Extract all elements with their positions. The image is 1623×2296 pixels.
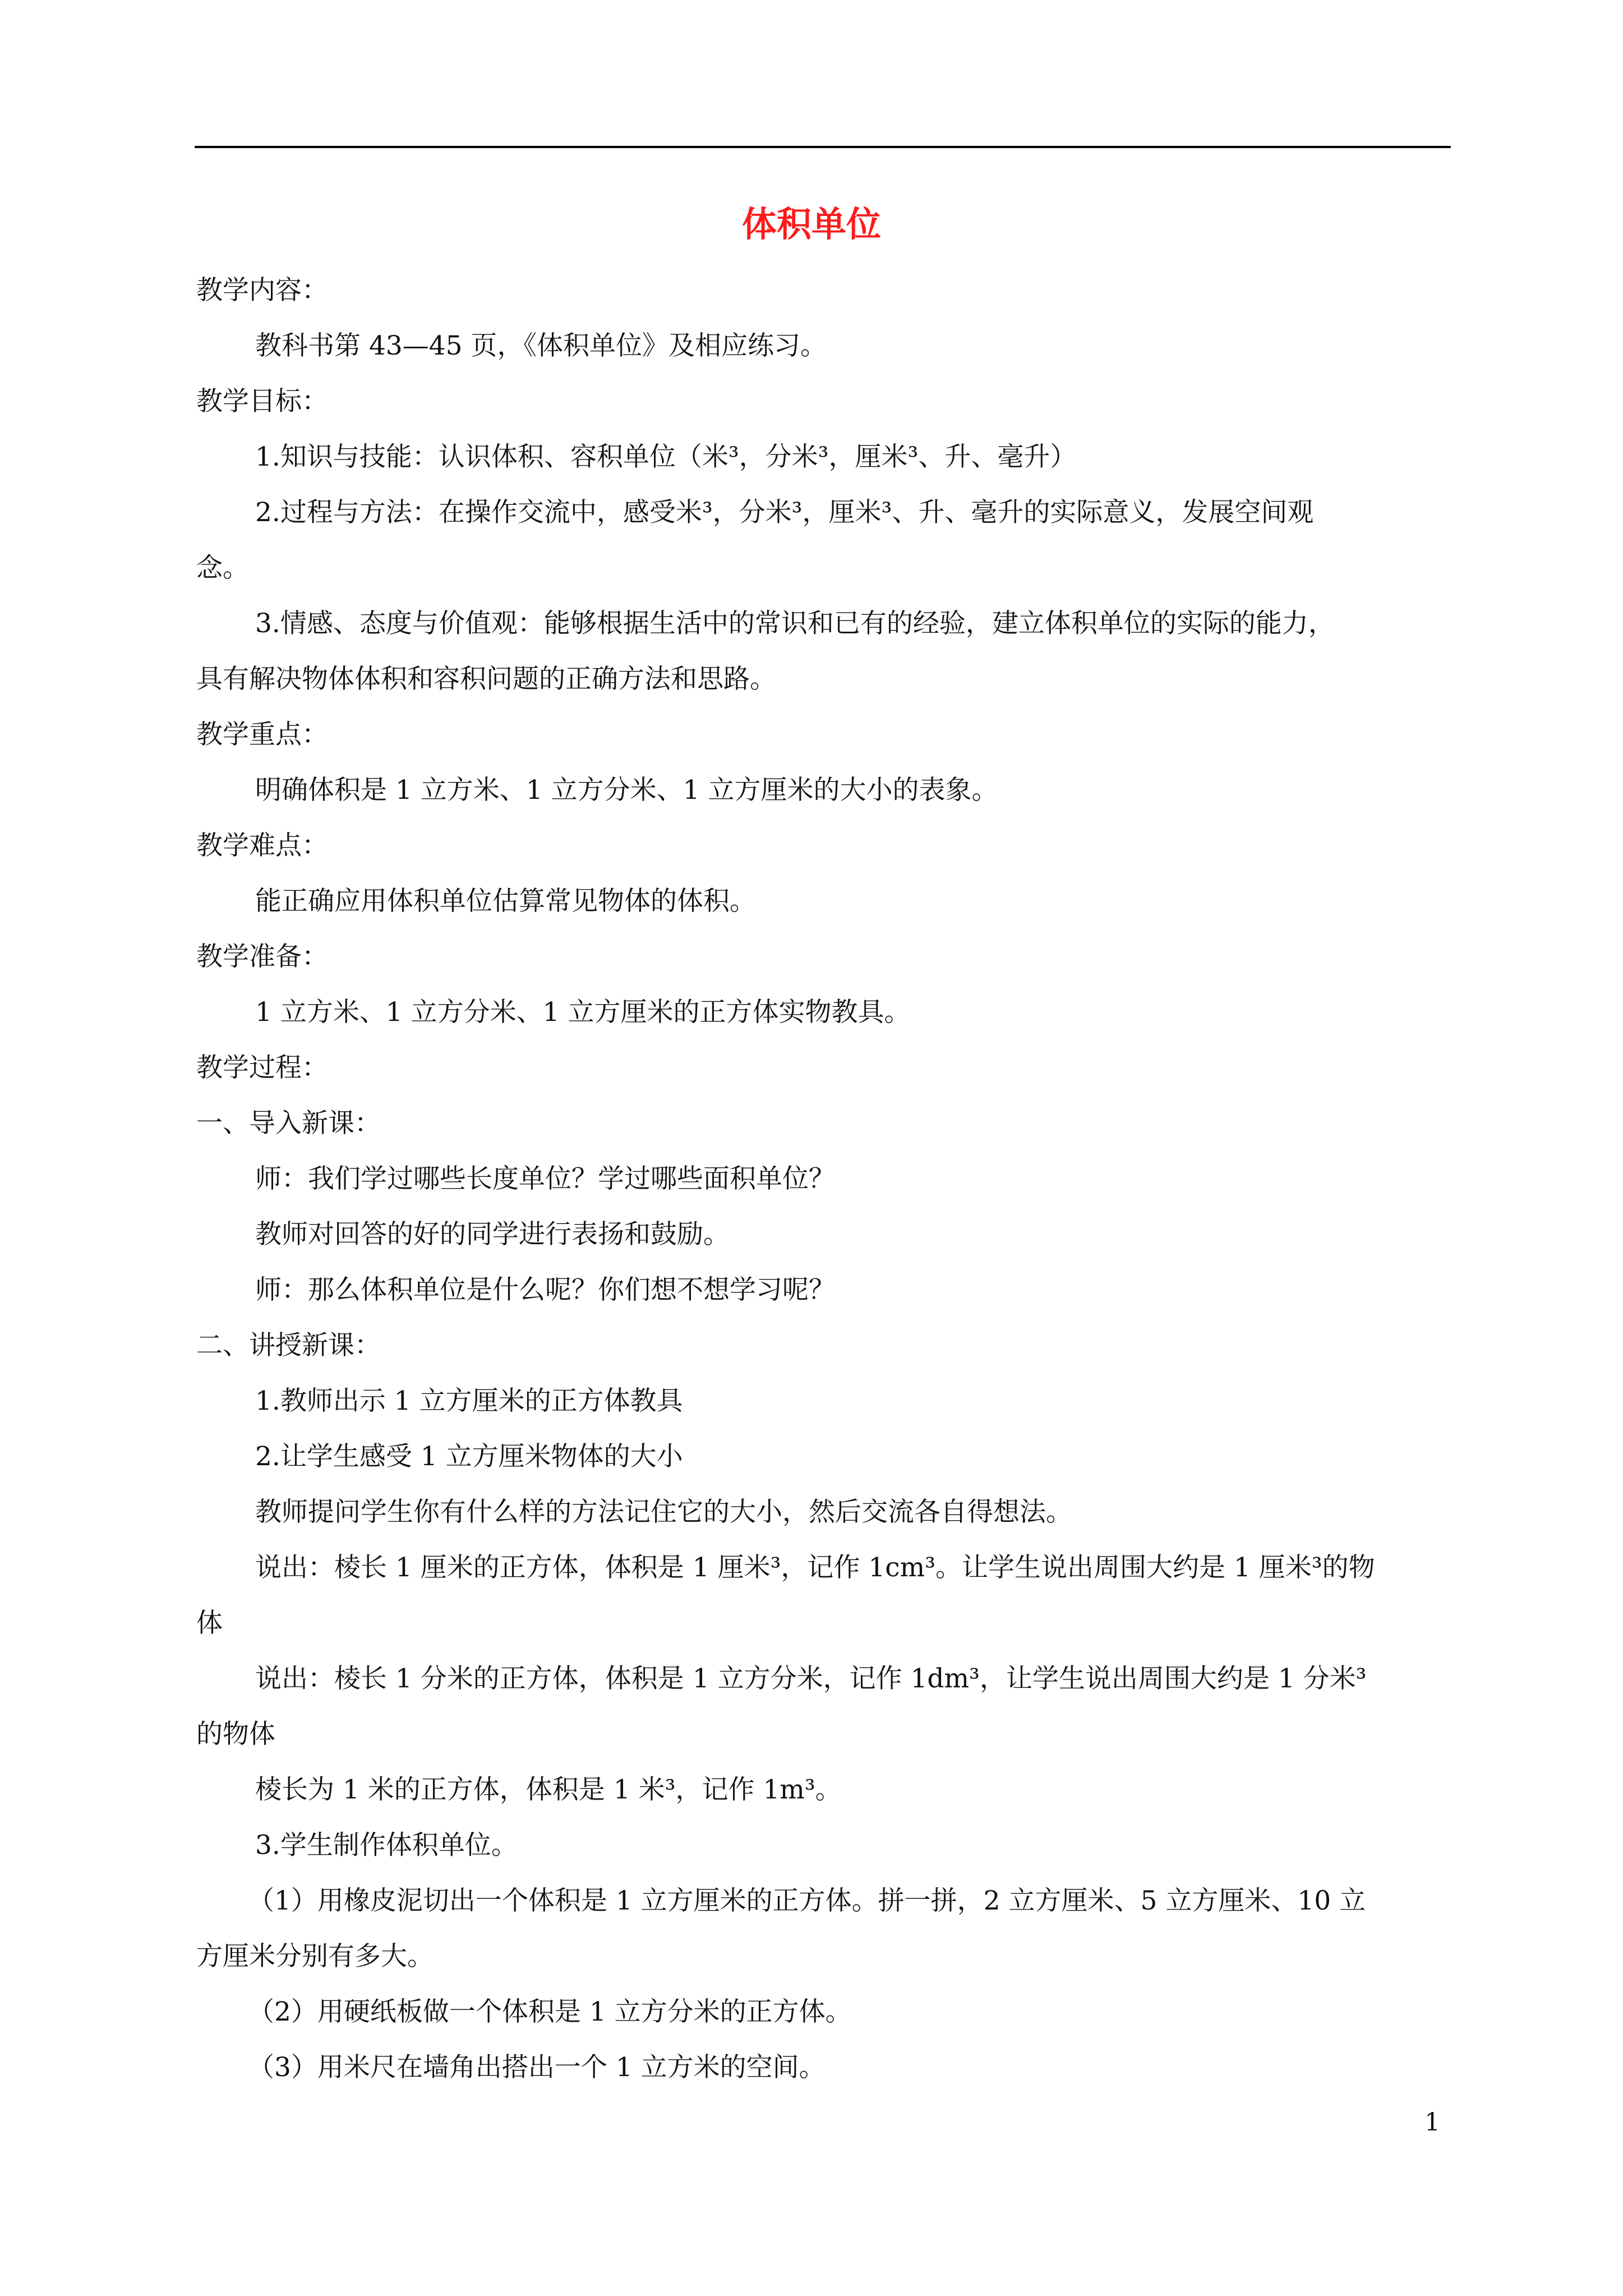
text-line: 3.学生制作体积单位。 — [255, 1830, 518, 1861]
document-body — [196, 263, 1447, 2095]
text-line: 能正确应用体积单位估算常见物体的体积。 — [255, 886, 756, 917]
text-line: 体 — [196, 1608, 223, 1639]
text-line: 教师对回答的好的同学进行表扬和鼓励。 — [255, 1219, 730, 1250]
page-number: 1 — [1424, 2108, 1440, 2137]
text-line: 说出：棱长 1 厘米的正方体，体积是 1 厘米³，记作 1cm³。让学生说出周围大约是 1 厘米³的物 — [255, 1552, 1375, 1583]
text-line: 师：那么体积单位是什么呢？你们想不想学习呢？ — [255, 1274, 835, 1305]
text-line: 教学难点： — [196, 830, 328, 861]
text-line: 教学目标： — [196, 386, 328, 417]
text-line: 说出：棱长 1 分米的正方体，体积是 1 立方分米，记作 1dm³，让学生说出周围大约是 1 分米³ — [255, 1663, 1367, 1694]
text-line: 一、导入新课： — [196, 1108, 381, 1139]
text-line: 教科书第 43—45 页，《体积单位》及相应练习。 — [255, 330, 827, 361]
text-line: 教学准备： — [196, 941, 328, 972]
text-line: 师：我们学过哪些长度单位？学过哪些面积单位？ — [255, 1163, 835, 1194]
text-line: 教学过程： — [196, 1052, 328, 1083]
text-line: 3.情感、态度与价值观：能够根据生活中的常识和已有的经验，建立体积单位的实际的能力， — [255, 608, 1335, 639]
text-line: 2.过程与方法：在操作交流中，感受米³，分米³，厘米³、升、毫升的实际意义，发展空间观 — [255, 497, 1314, 528]
text-line: 2.让学生感受 1 立方厘米物体的大小 — [255, 1441, 683, 1472]
text-line: （1）用橡皮泥切出一个体积是 1 立方厘米的正方体。拼一拼，2 立方厘米、5 立方厘米、10 立 — [248, 1885, 1366, 1916]
text-line: 的物体 — [196, 1719, 275, 1750]
text-line: 教学重点： — [196, 719, 328, 750]
text-line: 念。 — [196, 553, 249, 583]
text-line: 二、讲授新课： — [196, 1330, 381, 1361]
text-line: 棱长为 1 米的正方体，体积是 1 米³，记作 1m³。 — [255, 1774, 842, 1805]
text-line: 1 立方米、1 立方分米、1 立方厘米的正方体实物教具。 — [255, 997, 911, 1028]
text-line: 1.教师出示 1 立方厘米的正方体教具 — [255, 1386, 683, 1416]
text-line: 明确体积是 1 立方米、1 立方分米、1 立方厘米的大小的表象。 — [255, 775, 998, 806]
text-line: 具有解决物体体积和容积问题的正确方法和思路。 — [196, 664, 776, 694]
text-line: 教学内容： — [196, 275, 328, 306]
text-line: 1.知识与技能：认识体积、容积单位（米³，分米³，厘米³、升、毫升） — [255, 441, 1077, 472]
text-line: （3）用米尺在墙角出搭出一个 1 立方米的空间。 — [248, 2052, 826, 2083]
text-line: 方厘米分别有多大。 — [196, 1941, 434, 1972]
text-line: 教师提问学生你有什么样的方法记住它的大小，然后交流各自得想法。 — [255, 1497, 1072, 1527]
text-line: （2）用硬纸板做一个体积是 1 立方分米的正方体。 — [248, 1996, 852, 2027]
document-title: 体积单位 — [741, 204, 881, 245]
header-rule — [195, 146, 1451, 148]
